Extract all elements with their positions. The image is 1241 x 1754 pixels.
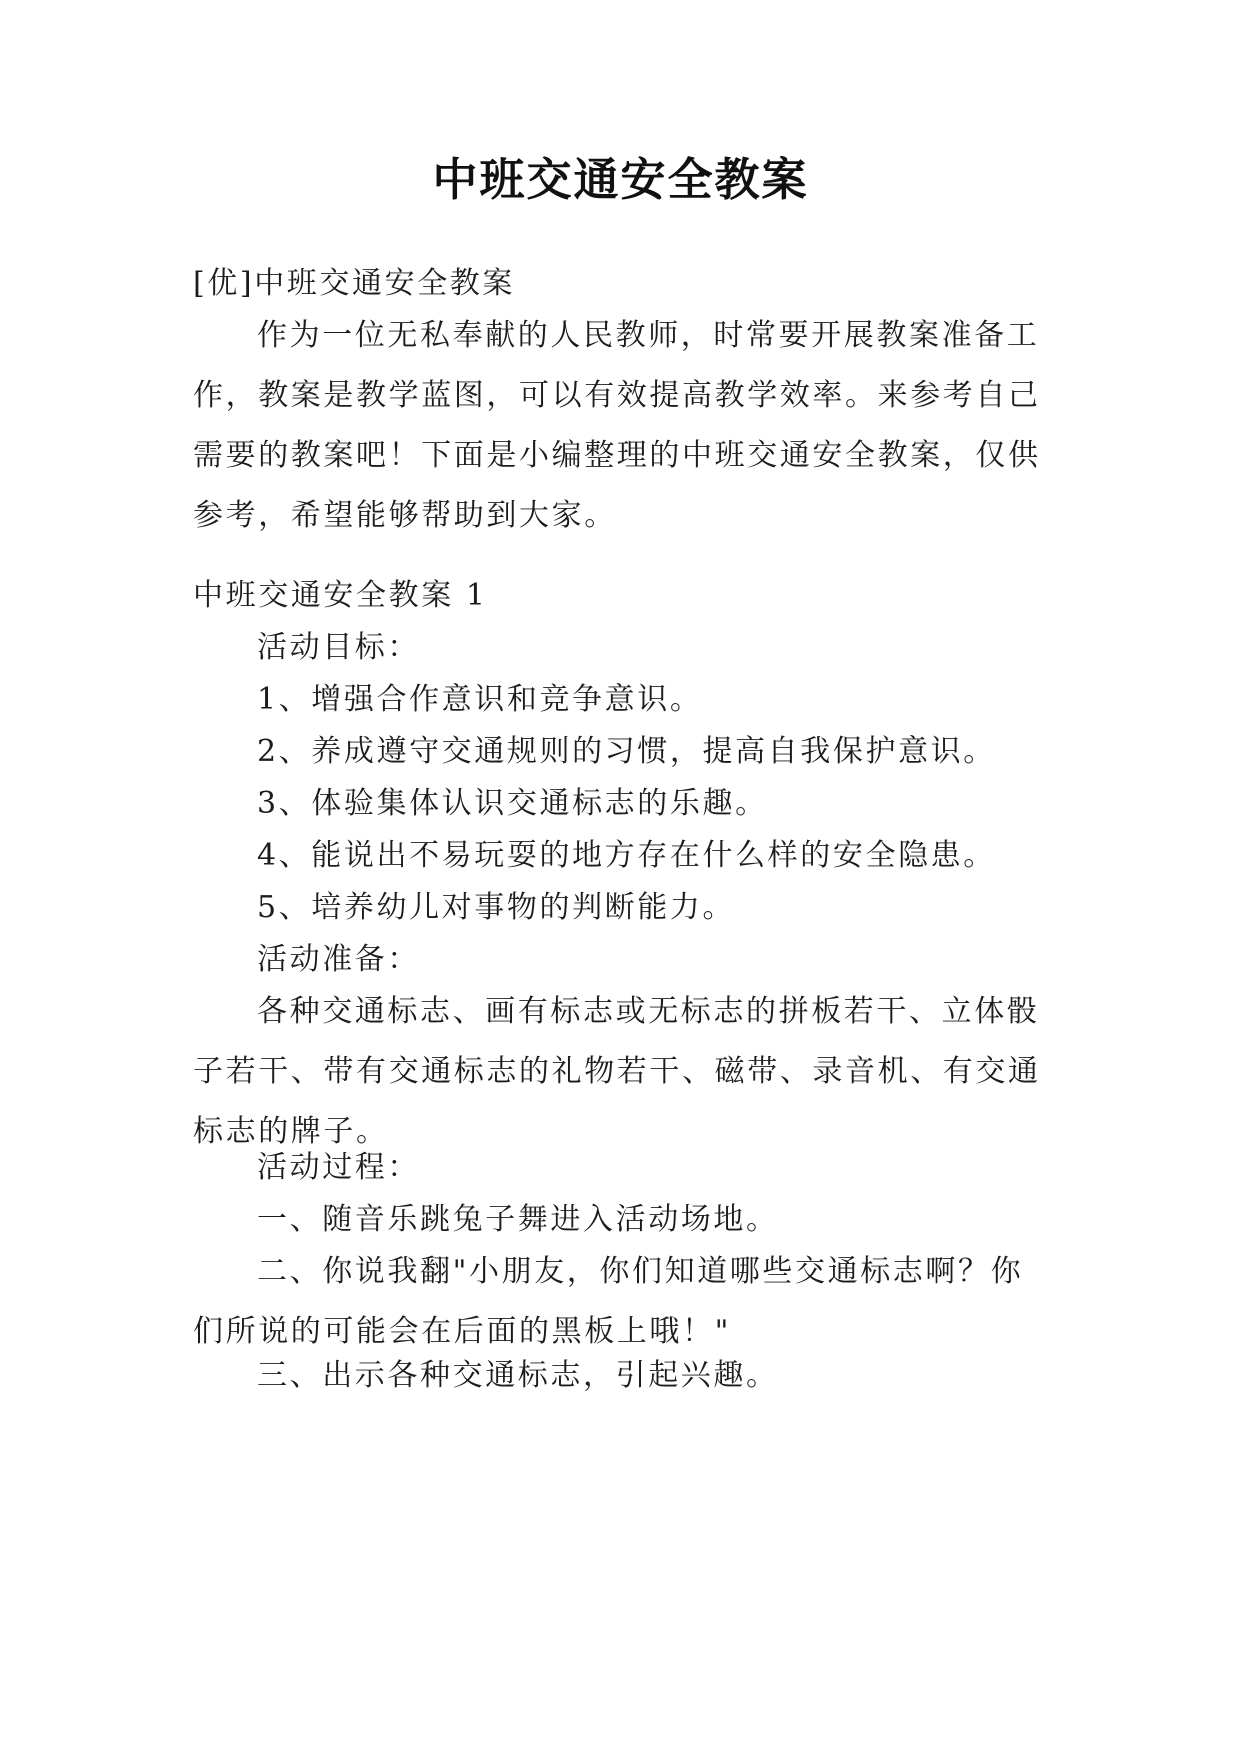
- process-heading: 活动过程：: [257, 1150, 420, 1185]
- section-heading: 中班交通安全教案 1: [193, 578, 488, 613]
- goal-item: 3、体验集体认识交通标志的乐趣。: [257, 786, 768, 821]
- process-step: 二、你说我翻"小朋友，你们知道哪些交通标志啊？你们所说的可能会在后面的黑板上哦！": [193, 1254, 1024, 1349]
- goal-item: 4、能说出不易玩耍的地方存在什么样的安全隐患。: [257, 838, 996, 873]
- process-step: 三、出示各种交通标志，引起兴趣。: [257, 1358, 779, 1393]
- prep-paragraph: 各种交通标志、画有标志或无标志的拼板若干、立体骰子若干、带有交通标志的礼物若干、磁带、录音机、有交通标志的牌子。: [193, 994, 1041, 1149]
- goal-item: 1、增强合作意识和竞争意识。: [257, 682, 703, 717]
- document-subtitle: [优]中班交通安全教案: [193, 266, 516, 301]
- goal-item: 2、养成遵守交通规则的习惯，提高自我保护意识。: [257, 734, 996, 769]
- goals-heading: 活动目标：: [257, 630, 420, 665]
- document-title: 中班交通安全教案: [432, 153, 809, 206]
- intro-paragraph: 作为一位无私奉献的人民教师，时常要开展教案准备工作，教案是教学蓝图，可以有效提高教学效率。来参考自己需要的教案吧！下面是小编整理的中班交通安全教案，仅供参考，希望能够帮助到大家。: [193, 318, 1041, 533]
- process-step: 一、随音乐跳兔子舞进入活动场地。: [257, 1202, 779, 1237]
- goal-item: 5、培养幼儿对事物的判断能力。: [257, 890, 736, 925]
- prep-heading: 活动准备：: [257, 942, 420, 977]
